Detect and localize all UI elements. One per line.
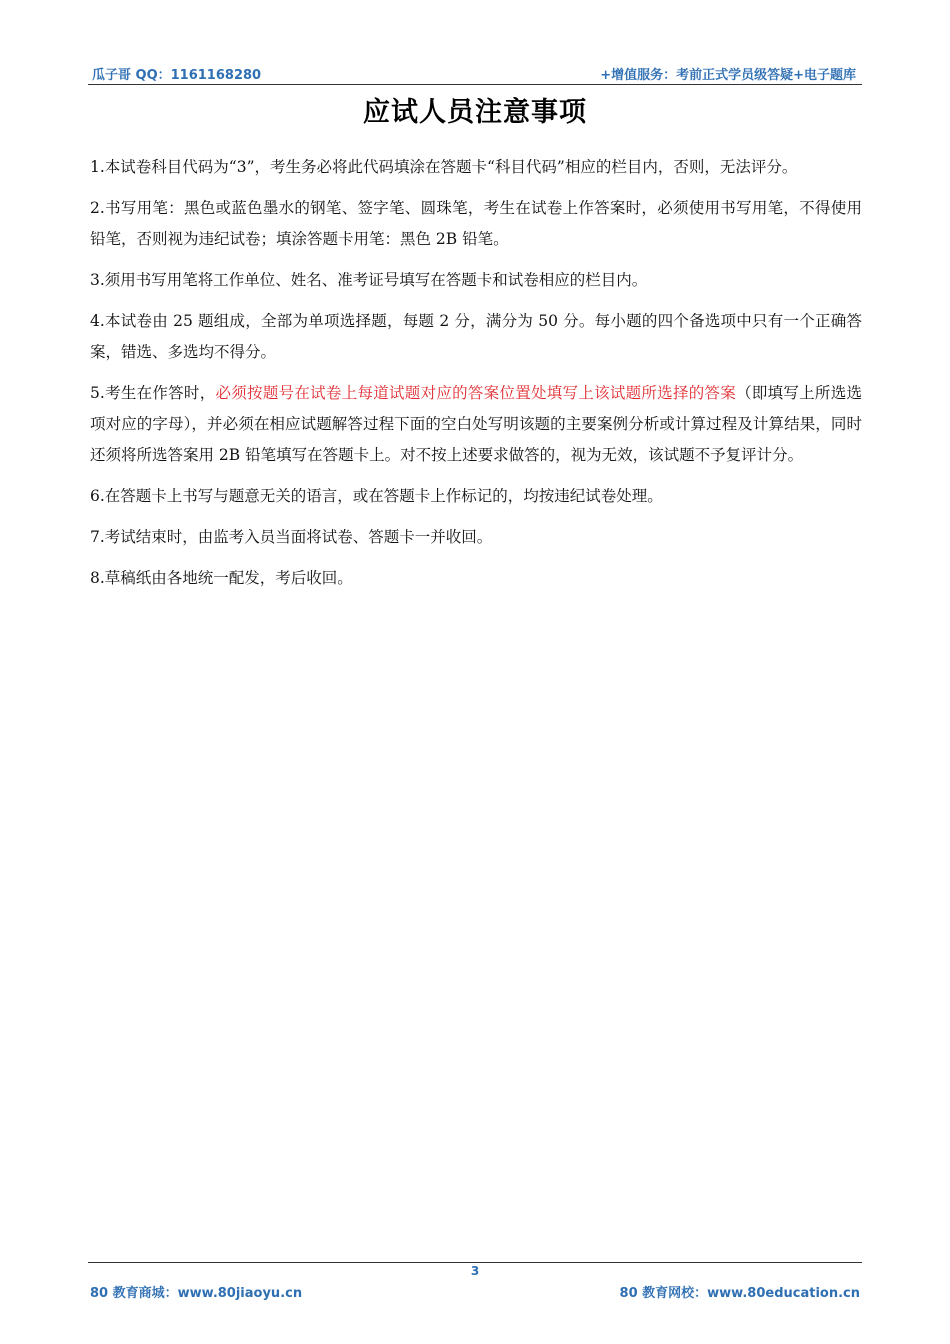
page-number: 3: [470, 1264, 480, 1278]
notice-item-3: 3.须用书写用笔将工作单位、姓名、准考证号填写在答题卡和试卷相应的栏目内。: [90, 271, 648, 289]
notice-item-5-emphasis: 必须按题号在试卷上每道试题对应的答案位置处填写上该试题所选择的答案: [215, 384, 737, 402]
notice-item-4: 4.本试卷由 25 题组成，全部为单项选择题，每题 2 分，满分为 50 分。每小题的四个备选项中只有一个正确答案，错选、多选均不得分。: [90, 312, 862, 361]
notice-item-8: 8.草稿纸由各地统一配发，考后收回。: [90, 569, 353, 587]
header-service: +增值服务：考前正式学员级答疑+电子题库: [600, 68, 856, 83]
footer-store-link: 80 教育商城：www.80jiaoyu.cn: [90, 1286, 303, 1301]
footer-divider: [88, 1262, 862, 1263]
notice-item-7: 7.考试结束时，由监考入员当面将试卷、答题卡一并收回。: [90, 528, 493, 546]
footer-school-link: 80 教育网校：www.80education.cn: [619, 1286, 860, 1301]
notice-item-5: [90, 378, 862, 471]
page-header: [88, 62, 862, 85]
notice-item-5-intro: 5.考生在作答时，: [90, 384, 216, 402]
notice-item-2: 2.书写用笔：黑色或蓝色墨水的钢笔、签字笔、圆珠笔，考生在试卷上作答案时，必须使用书写用笔，不得使用铅笔，否则视为违纪试卷；填涂答题卡用笔：黑色 2B 铅笔。: [90, 199, 862, 248]
notice-item-6: 6.在答题卡上书写与题意无关的语言，或在答题卡上作标记的，均按违纪试卷处理。: [90, 487, 663, 505]
page-title: 应试人员注意事项: [363, 97, 587, 128]
notice-content: [90, 152, 862, 604]
notice-item-5-rest: （即填写上所选选项对应的字母），并必须在相应试题解答过程下面的空白处写明该题的主要案例分析或计算过程及计算结果，同时还须将所选答案用 2B 铅笔填写在答题卡上。对不按上述要求做答的，视为无效，该试题不予复评计分。: [90, 384, 862, 464]
notice-item-1: 1.本试卷科目代码为“3”，考生务必将此代码填涂在答题卡“科目代码”相应的栏目内，否则，无法评分。: [90, 158, 798, 176]
header-contact: 瓜子哥 QQ：1161168280: [92, 68, 262, 83]
